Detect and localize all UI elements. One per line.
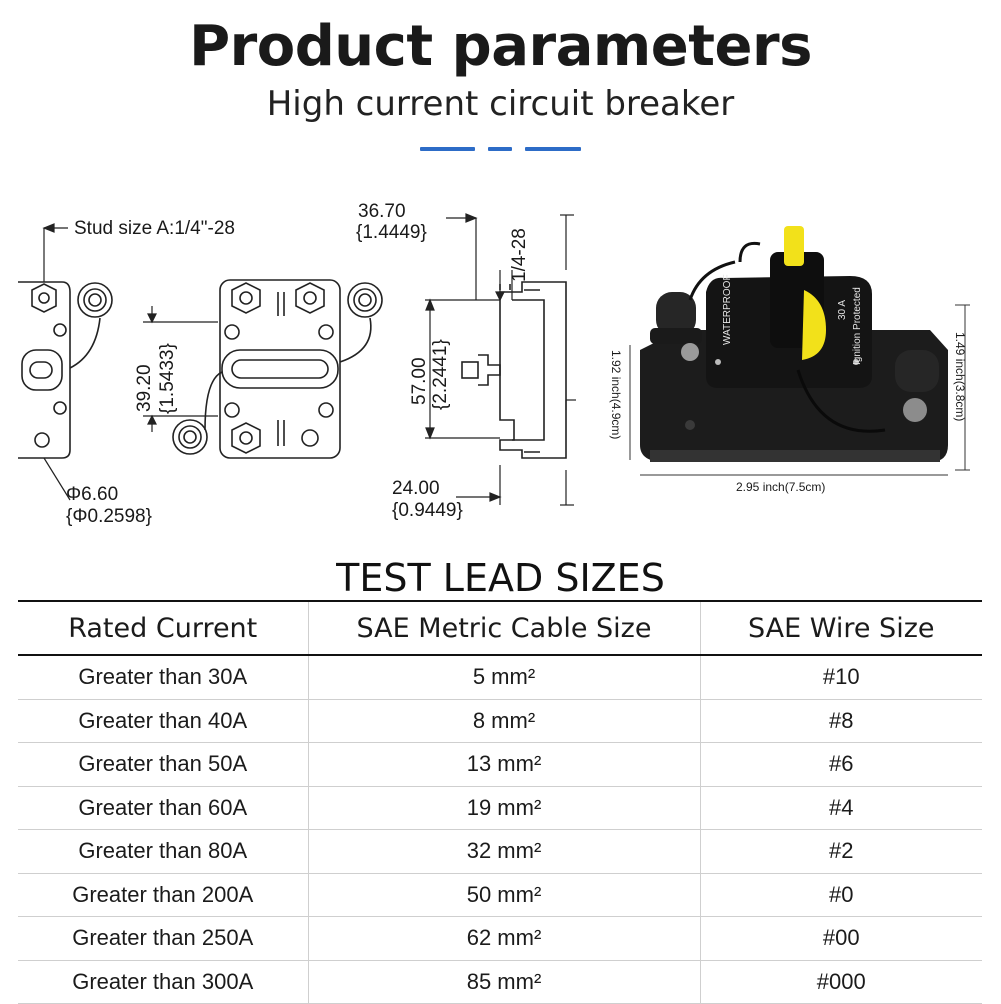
cable-size-cell: 85 mm² [308,960,700,1004]
wire-size-cell: #000 [700,960,982,1004]
height-label: 1.49 inch(3.8cm) [953,332,967,422]
product-photo [640,226,948,462]
rated-current-cell: Greater than 60A [18,786,308,830]
table-row [18,917,982,961]
ignition-text: Ignition Protected [852,287,863,365]
table-row [18,786,982,830]
rated-current-cell: Greater than 50A [18,743,308,787]
dim-height-in: {2.2441} [430,339,451,410]
dim-width-in: {1.4449} [356,222,427,243]
dim-slot-in: {1.5433} [157,343,178,414]
dim-hole-in: {Φ0.2598} [66,506,152,527]
rated-current-cell: Greater than 250A [18,917,308,961]
cable-size-cell: 8 mm² [308,699,700,743]
dim-height-mm: 57.00 [409,357,430,405]
cable-size-cell: 5 mm² [308,655,700,699]
wire-size-cell: #4 [700,786,982,830]
wire-size-cell: #0 [700,873,982,917]
dimension-drawing [0,190,1001,530]
wire-size-cell: #00 [700,917,982,961]
wire-size-cell: #2 [700,830,982,874]
rated-current-cell: Greater than 30A [18,655,308,699]
rated-current-cell: Greater than 200A [18,873,308,917]
dim-hole-mm: Φ6.60 [66,484,119,505]
table-row [18,873,982,917]
cable-size-cell: 50 mm² [308,873,700,917]
rated-current-cell: Greater than 80A [18,830,308,874]
page-title: Product parameters [189,14,812,79]
table-header-row [18,601,982,655]
stud-size-label: Stud size A:1/4"-28 [74,218,235,239]
dim-slot-mm: 39.20 [134,364,155,412]
cable-size-cell: 13 mm² [308,743,700,787]
front-view [173,280,382,458]
cable-size-cell: 32 mm² [308,830,700,874]
wire-size-cell: #6 [700,743,982,787]
table-row [18,743,982,787]
header-wire-size: SAE Wire Size [700,601,982,655]
table-row [18,655,982,699]
depth-label: 1.92 inch(4.9cm) [609,350,623,440]
accent-dash-right [525,147,581,151]
cable-size-cell: 62 mm² [308,917,700,961]
rated-current-cell: Greater than 300A [18,960,308,1004]
test-lead-table [18,600,982,1004]
header-rated-current: Rated Current [18,601,308,655]
waterproof-text: WATERPROOF [722,274,733,345]
table-row [18,960,982,1004]
dim-width-mm: 36.70 [358,201,406,222]
side-view [462,282,566,458]
left-partial-view [18,282,112,458]
page-subtitle: High current circuit breaker [266,84,735,124]
cable-size-cell: 19 mm² [308,786,700,830]
table-title: TEST LEAD SIZES [336,556,665,600]
rated-current-cell: Greater than 40A [18,699,308,743]
width-label: 2.95 inch(7.5cm) [736,480,826,494]
rating-text: 30 A [837,299,848,320]
table-row [18,699,982,743]
wire-size-cell: #8 [700,699,982,743]
table-row [18,830,982,874]
dim-depth-in: {0.9449} [392,500,463,521]
wire-size-cell: #10 [700,655,982,699]
dim-thread: 1/4-28 [509,228,530,282]
accent-dash-middle [488,147,512,151]
dim-depth-mm: 24.00 [392,478,440,499]
accent-dash-left [420,147,475,151]
header-metric-cable-size: SAE Metric Cable Size [308,601,700,655]
